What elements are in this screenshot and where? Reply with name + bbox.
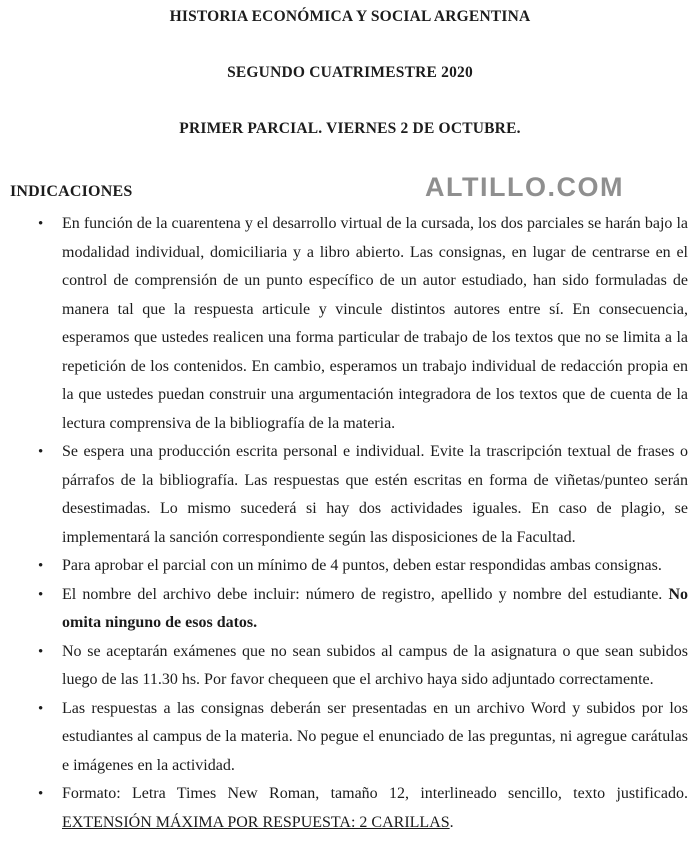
indication-item-file-name — [62, 581, 688, 638]
indication-text-underline: EXTENSIÓN MÁXIMA POR RESPUESTA: 2 CARILLAS — [62, 813, 450, 831]
indication-text: No se aceptarán exámenes que no sean subidos al campus de la asignatura o que sean subidos luego de las 11.30 hs. Por favor chequeen que el archivo haya sido adjuntado correctamente. — [62, 642, 688, 688]
indication-text: En función de la cuarentena y el desarrollo virtual de la cursada, los dos parciales se harán bajo la modalidad individual, domiciliaria y a libro abierto. Las consignas, en lugar de centrarse en el control de comprensión de un punto específico de un autor estudiado, han sido formuladas de manera tal que la respuesta articule y vincule distintos autores entre sí. En consecuencia, esperamos que ustedes realicen una forma particular de trabajo de los textos que no se limita a la repetición de los contenidos. En cambio, esperamos un trabajo individual de redacción propia en la que ustedes puedan construir una argumentación integradora de los textos que de cuenta de la lectura comprensiva de la bibliografía de la materia. — [62, 215, 688, 432]
indication-text: Formato: Letra Times New Roman, tamaño 12, interlineado sencillo, texto justificado. — [62, 785, 688, 802]
indications-list — [62, 210, 688, 837]
indication-item-quarantine-modality — [62, 210, 688, 438]
indications-heading: INDICACIONES — [10, 183, 133, 200]
indication-text: Se espera una producción escrita personal e individual. Evite la trascripción textual de frases o párrafos de la bibliografía. Las respuestas que estén escritas en forma de viñetas/punteo serán desestimadas. Lo mismo sucederá si hay dos actividades iguales. En caso de plagio, se implementará la sanción correspondiente según las disposiciones de la Facultad. — [62, 443, 688, 546]
course-title: HISTORIA ECONÓMICA Y SOCIAL ARGENTINA — [169, 8, 531, 25]
indication-item-format — [62, 780, 688, 837]
indication-item-personal-production — [62, 438, 688, 552]
indication-text: Las respuestas a las consignas deberán ser presentadas en un archivo Word y subidos por los estudiantes al campus de la materia. No pegue el enunciado de las preguntas, ni agregue carátulas e imágenes en la actividad. — [62, 699, 688, 774]
indication-text-bold: No omita ninguno de esos datos. — [62, 585, 688, 631]
semester-title: SEGUNDO CUATRIMESTRE 2020 — [227, 64, 473, 81]
indication-text: Para aprobar el parcial con un mínimo de 4 puntos, deben estar respondidas ambas consignas. — [62, 557, 662, 574]
exam-title: PRIMER PARCIAL. VIERNES 2 DE OCTUBRE. — [179, 120, 521, 137]
indication-text: . — [449, 813, 454, 831]
indication-item-upload-deadline — [62, 638, 688, 695]
altillo-watermark: ALTILLO.COM — [425, 172, 624, 202]
indication-text: El nombre del archivo debe incluir: número de registro, apellido y nombre del estudiante. — [62, 585, 669, 603]
indications-header-row — [10, 174, 624, 201]
indication-item-word-file — [62, 695, 688, 781]
indication-item-passing-grade — [62, 552, 688, 581]
